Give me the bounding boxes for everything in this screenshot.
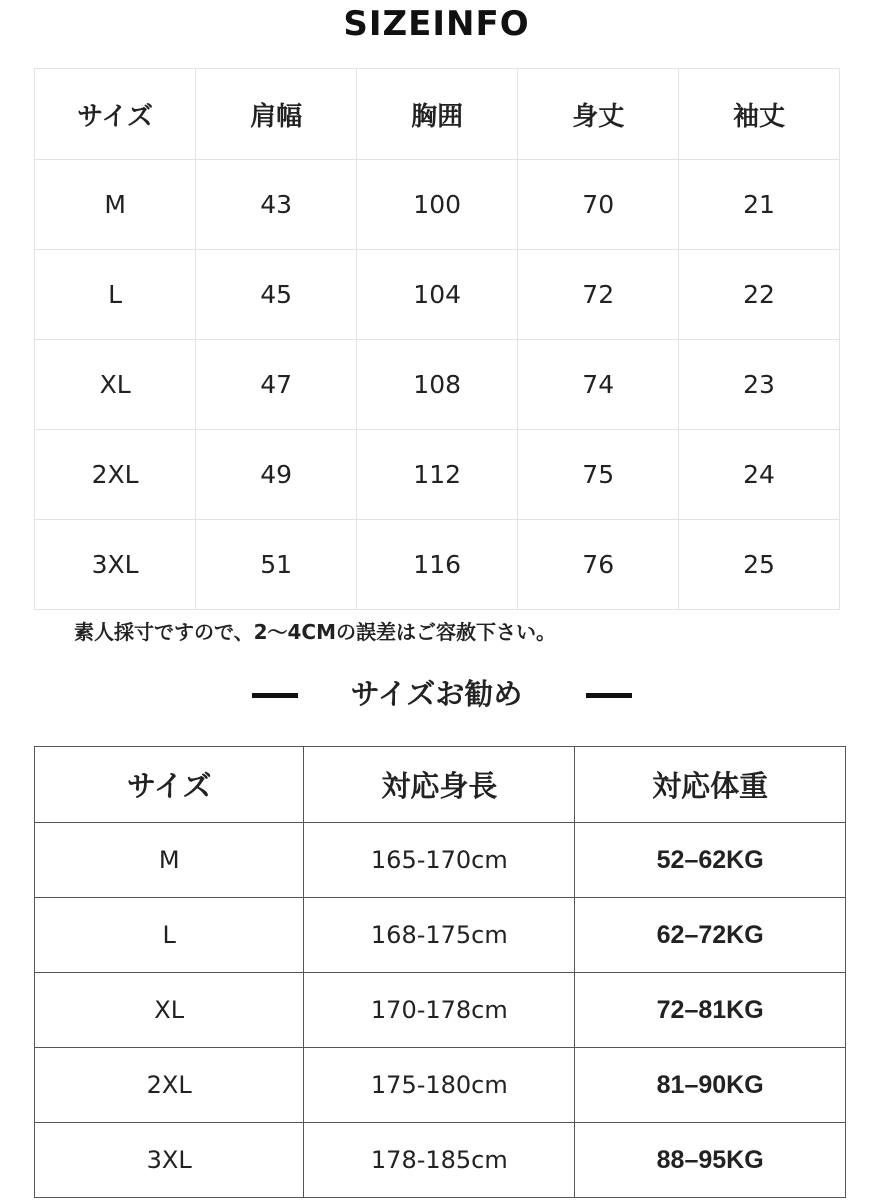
heading-dash-right [586,693,632,698]
header-chest: 胸囲 [357,69,518,160]
cell-size: L [35,250,196,340]
table-row [35,250,840,340]
cell-height: 165-170cm [304,823,575,898]
cell-sleeve: 22 [679,250,840,340]
cell-length: 72 [518,250,679,340]
header-size: サイズ [35,747,304,823]
header-length: 身丈 [518,69,679,160]
header-sleeve: 袖丈 [679,69,840,160]
table-row [35,823,846,898]
recommend-heading: サイズお勧め [350,677,523,711]
table-row [35,340,840,430]
table-row [35,1123,846,1198]
cell-size: XL [35,340,196,430]
cell-chest: 104 [357,250,518,340]
recommend-table [34,746,846,1198]
header-weight: 対応体重 [575,747,846,823]
cell-length: 75 [518,430,679,520]
cell-chest: 100 [357,160,518,250]
size-table-header-row [35,69,840,160]
table-row [35,898,846,973]
cell-length: 74 [518,340,679,430]
size-table [34,68,840,610]
table-row [35,430,840,520]
cell-chest: 108 [357,340,518,430]
header-shoulder: 肩幅 [196,69,357,160]
cell-shoulder: 45 [196,250,357,340]
measurement-note: 素人採寸ですので、2～4CMの誤差はご容赦下さい。 [74,620,557,644]
cell-size: L [35,898,304,973]
table-row [35,1048,846,1123]
cell-weight: 88–95KG [575,1123,846,1198]
cell-size: 2XL [35,430,196,520]
cell-chest: 112 [357,430,518,520]
cell-size: 2XL [35,1048,304,1123]
cell-sleeve: 25 [679,520,840,610]
cell-length: 76 [518,520,679,610]
cell-weight: 52–62KG [575,823,846,898]
table-row [35,520,840,610]
cell-height: 168-175cm [304,898,575,973]
cell-sleeve: 23 [679,340,840,430]
cell-weight: 62–72KG [575,898,846,973]
cell-shoulder: 51 [196,520,357,610]
page-title: SIZEINFO [343,4,530,44]
cell-sleeve: 24 [679,430,840,520]
cell-shoulder: 49 [196,430,357,520]
cell-sleeve: 21 [679,160,840,250]
cell-size: 3XL [35,1123,304,1198]
cell-height: 170-178cm [304,973,575,1048]
cell-weight: 81–90KG [575,1048,846,1123]
cell-size: M [35,160,196,250]
cell-shoulder: 47 [196,340,357,430]
cell-length: 70 [518,160,679,250]
header-size: サイズ [35,69,196,160]
cell-height: 175-180cm [304,1048,575,1123]
table-row [35,160,840,250]
table-row [35,973,846,1048]
cell-size: M [35,823,304,898]
cell-shoulder: 43 [196,160,357,250]
cell-chest: 116 [357,520,518,610]
cell-size: 3XL [35,520,196,610]
cell-height: 178-185cm [304,1123,575,1198]
cell-weight: 72–81KG [575,973,846,1048]
header-height: 対応身長 [304,747,575,823]
cell-size: XL [35,973,304,1048]
recommend-table-header-row [35,747,846,823]
